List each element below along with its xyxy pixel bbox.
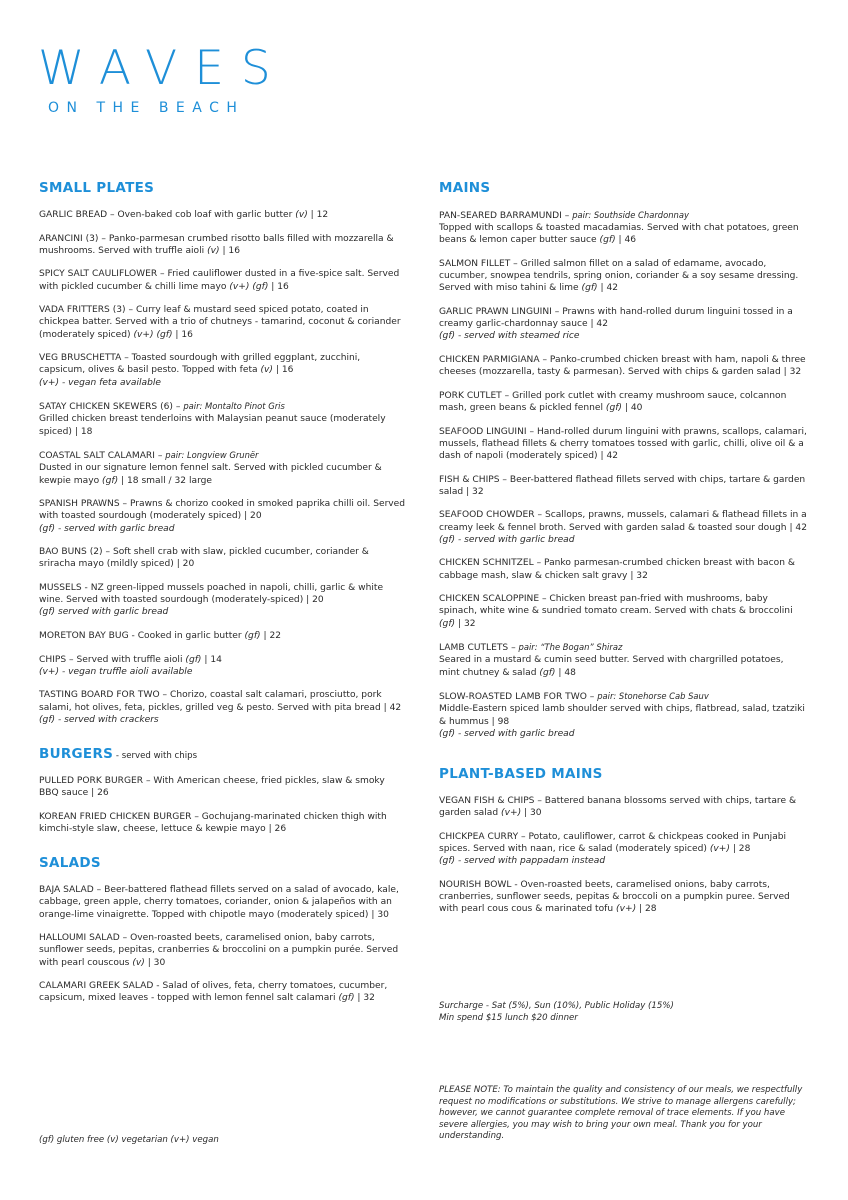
item-price: 32 xyxy=(472,486,484,497)
item-name: BAJA SALAD xyxy=(39,885,94,896)
dietary-tags: (gf) xyxy=(244,630,261,641)
menu-item: LAMB CUTLETS – pair: “The Bogan” Shiraz Seared in a mustard & cumin seed butter. Served with chargrilled potatoes, mint chutney & salad (gf) | 48 xyxy=(439,642,784,678)
brand-name: WAVES xyxy=(38,41,288,96)
item-list xyxy=(39,884,407,1004)
wine-pairing: pair: “The Bogan” Shiraz xyxy=(518,642,623,653)
item-name: PULLED PORK BURGER xyxy=(39,775,144,786)
dietary-tags: (v) xyxy=(207,245,220,256)
item-description: Panko-parmesan crumbed risotto balls filled with mozzarella & mushrooms. Served with truffle aioli xyxy=(39,233,394,256)
item-name: CHIPS xyxy=(39,654,67,665)
item-name: CHICKPEA CURRY xyxy=(439,831,519,842)
dietary-tags: (gf) xyxy=(581,283,598,294)
diet-legend: (gf) gluten free (v) vegetarian (v+) vegan xyxy=(39,1135,219,1145)
item-price: 28 xyxy=(645,904,657,915)
item-description: Chicken breast pan-fried with mushrooms, baby spinach, white wine & sundried tomato cream. Served with chats & broccolini xyxy=(439,594,793,617)
menu-item: VADA FRITTERS (3) – Curry leaf & mustard seed spiced potato, coated in chickpea batter. Served with a trio of chutneys - tamarind, coconut & coriander (moderately spiced) (v+) (gf) | 16 xyxy=(39,305,401,340)
item-list xyxy=(439,795,807,915)
dietary-tags: (gf) xyxy=(338,993,355,1004)
item-sub-note: (gf) - served with garlic bread xyxy=(439,728,575,739)
item-description: Oven-roasted beets, caramelised onion, baby carrots, sunflower seeds, pepitas, cranberries & broccolini on a pumpkin purée. Served with pearl couscous xyxy=(39,933,399,968)
item-name: SALMON FILLET xyxy=(439,259,511,269)
menu-item: BAO BUNS (2) – Soft shell crab with slaw, pickled cucumber, coriander & sriracha mayo (mildly spiced) | 20 xyxy=(39,547,369,570)
item-name: CHICKEN PARMIGIANA xyxy=(439,355,540,365)
item-list xyxy=(39,775,407,835)
dietary-tags: (gf) xyxy=(439,618,456,629)
dietary-tags: (v+) xyxy=(709,844,730,854)
menu-item: SPICY SALT CAULIFLOWER – Fried cauliflower dusted in a five-spice salt. Served with pickled cucumber & chilli lime mayo (v+) (gf) | 16 xyxy=(39,269,400,292)
menu-item: BAJA SALAD – Beer-battered flathead fillets served on a salad of avocado, kale, cabbage, green apple, cherry tomatoes, coriander, onion & jalapeños with an orange-lime vinaigrette. Topped with chipotle mayo (moderately spiced) | 30 xyxy=(39,885,399,920)
item-price: 26 xyxy=(97,788,109,799)
item-sub-note: (gf) - served with pappadam instead xyxy=(439,856,606,867)
menu-item: GARLIC BREAD – Oven-baked cob loaf with garlic butter (v) | 12 xyxy=(39,210,329,220)
menu-item: FISH & CHIPS – Beer-battered flathead fillets served with chips, tartare & garden salad | 32 xyxy=(439,474,806,497)
item-description: Soft shell crab with slaw, pickled cucumber, coriander & sriracha mayo (mildly spiced) xyxy=(39,547,369,570)
dietary-tags: (v) xyxy=(260,365,273,376)
item-name: SPICY SALT CAULIFLOWER xyxy=(39,269,158,280)
item-price: 42 xyxy=(596,319,608,330)
item-description: Grilled salmon fillet on a salad of edamame, avocado, cucumber, snowpea tendrils, spring onion, coriander & a soy sesame dressing. Served with miso tahini & lime xyxy=(439,259,799,294)
section-burgers xyxy=(39,746,407,835)
menu-item: PORK CUTLET – Grilled pork cutlet with creamy mushroom sauce, colcannon mash, green beans & pickled fennel (gf) | 40 xyxy=(439,390,787,413)
item-price: 16 xyxy=(228,245,240,256)
item-name: SPANISH PRAWNS xyxy=(39,499,120,510)
item-name: VEG BRUSCHETTA xyxy=(39,353,122,364)
item-description: Panko-crumbed chicken breast with ham, napoli & three cheeses (mozzarella, tasty & parmesan). Served with chips & garden salad xyxy=(439,355,806,378)
item-price: 48 xyxy=(564,667,576,678)
item-name: MORETON BAY BUG xyxy=(39,630,129,641)
menu-item: CHICKEN SCHNITZEL – Panko parmesan-crumbed chicken breast with bacon & cabbage mash, slaw & chicken salt gravy | 32 xyxy=(439,558,795,581)
item-description: Gochujang-marinated chicken thigh with kimchi-style slaw, cheese, lettuce & kewpie mayo xyxy=(39,811,387,834)
item-description: Grilled chicken breast tenderloins with Malaysian peanut sauce (moderately spiced) xyxy=(39,414,386,437)
item-price: 12 xyxy=(316,210,329,220)
section-note: - served with chips xyxy=(113,750,198,761)
item-sub-note: (gf) - served with crackers xyxy=(39,714,159,725)
menu-item: CHIPS – Served with truffle aioli (gf) | 14 (v+) - vegan truffle aioli available xyxy=(39,654,407,678)
dietary-tags: (v+) xyxy=(501,808,522,819)
item-description: Scallops, prawns, mussels, calamari & flathead fillets in a creamy leek & fennel broth. Served with garden salad & toasted sour dough xyxy=(439,510,807,533)
item-description: Battered banana blossoms served with chips, tartare & garden salad xyxy=(439,796,797,819)
item-price: 42 xyxy=(606,283,619,294)
menu-item: GARLIC PRAWN LINGUINI – Prawns with hand-rolled durum linguini tossed in a creamy garlic-chardonnay sauce | 42 (gf) - served with steamed rice xyxy=(439,306,807,343)
disclaimer: PLEASE NOTE: To maintain the quality and consistency of our meals, we respectfully request no modifications or substitutions. We strive to manage allergens carefully; however, we cannot guarantee complete removal of trace elements. If you have severe allergies, you may wish to bring your own meal. Thank you for your understanding. xyxy=(439,1085,803,1142)
item-name: PORK CUTLET xyxy=(439,390,502,401)
item-price: 98 xyxy=(497,716,510,727)
section-title: MAINS xyxy=(439,180,491,196)
menu-item: MORETON BAY BUG - Cooked in garlic butter (gf) | 22 xyxy=(39,630,282,641)
dietary-tags: (gf) xyxy=(539,667,556,678)
item-sub-note: (gf) served with garlic bread xyxy=(39,607,169,618)
section-title xyxy=(39,746,407,762)
item-name: VADA FRITTERS (3) xyxy=(39,305,126,316)
menu-item: SALMON FILLET – Grilled salmon fillet on a salad of edamame, avocado, cucumber, snowpea tendrils, spring onion, coriander & a soy sesame dressing. Served with miso tahini & lime (gf) | 42 xyxy=(439,259,799,294)
dietary-tags: (v) xyxy=(132,957,145,968)
menu-item: NOURISH BOWL - Oven-roasted beets, caramelised onions, baby carrots, cranberries, sunflower seeds, pepitas & broccoli on a pumpkin puree. Served with pearl cous cous & marinated tofu (v+) | 28 xyxy=(439,879,790,915)
item-description: Oven-roasted beets, caramelised onions, baby carrots, cranberries, sunflower seeds, pepitas & broccoli on a pumpkin puree. Served with pearl cous cous & marinated tofu xyxy=(439,879,790,915)
menu-item: COASTAL SALT CALAMARI – pair: Longview Grunër Dusted in our signature lemon fennel salt. Served with pickled cucumber & kewpie mayo (gf) | 18 small / 32 large xyxy=(39,450,382,486)
item-price: 18 xyxy=(80,426,93,437)
section-mains xyxy=(439,180,807,740)
menu-item: SPANISH PRAWNS – Prawns & chorizo cooked in smoked paprika chilli oil. Served with toasted sourdough (moderately spiced) | 20 (gf) - served with garlic bread xyxy=(39,499,406,534)
item-description: Prawns with hand-rolled durum linguini tossed in a creamy garlic-chardonnay sauce xyxy=(439,307,793,330)
item-description: NZ green-lipped mussels poached in napoli, chilli, garlic & white wine. Served with toasted sourdough (moderately-spiced) xyxy=(39,582,384,606)
item-name: BAO BUNS (2) xyxy=(39,547,103,558)
wine-pairing: pair: Montalto Pinot Gris xyxy=(183,401,285,412)
item-price: 16 xyxy=(281,365,294,376)
item-sub-note: (gf) - served with garlic bread xyxy=(439,534,575,545)
item-name: COASTAL SALT CALAMARI xyxy=(39,451,155,462)
section-title-text: BURGERS xyxy=(39,745,114,762)
item-price: 22 xyxy=(269,630,282,641)
dietary-tags: (gf) xyxy=(102,475,119,486)
item-description: Beer-battered flathead fillets served on a salad of avocado, kale, cabbage, green apple, cherry tomatoes, coriander, onion & jalapeños with an orange-lime vinaigrette. Topped with chipotle mayo (moderately spiced) xyxy=(39,885,399,920)
item-description: Topped with scallops & toasted macadamias. Served with chat potatoes, green beans & lemon caper butter sauce xyxy=(439,223,799,246)
menu-item: PAN-SEARED BARRAMUNDI – pair: Southside Chardonnay Topped with scallops & toasted macadamias. Served with chat potatoes, green beans & lemon caper butter sauce (gf) | 46 xyxy=(439,210,799,246)
item-description: Middle-Eastern spiced lamb shoulder served with chips, flatbread, salad, tzatziki & hummus xyxy=(439,704,805,727)
dietary-tags: (v+) xyxy=(616,904,637,915)
dietary-tags: (v+) (gf) xyxy=(133,329,173,340)
item-name: VEGAN FISH & CHIPS xyxy=(439,796,535,806)
section-salads xyxy=(39,855,407,1004)
item-description: Prawns & chorizo cooked in smoked paprika chilli oil. Served with toasted sourdough (moderately spiced) xyxy=(39,499,406,522)
wine-pairing: pair: Longview Grunër xyxy=(165,450,259,461)
item-list xyxy=(439,209,807,740)
item-description: Seared in a mustard & cumin seed butter. Served with chargrilled potatoes, mint chutney & salad xyxy=(439,655,784,678)
item-sub-note: (v+) - vegan feta available xyxy=(39,377,162,388)
item-description: Hand-rolled durum linguini with prawns, scallops, calamari, mussels, flathead fillets & cherry tomatoes tossed with garlic, chilli, olive oil & a dash of napoli (moderately spiced) xyxy=(439,426,807,461)
left-column xyxy=(39,180,407,1025)
item-name: TASTING BOARD FOR TWO xyxy=(39,690,160,701)
item-name: SLOW-ROASTED LAMB FOR TWO xyxy=(439,692,587,703)
item-name: SATAY CHICKEN SKEWERS (6) xyxy=(39,402,173,413)
item-description: Grilled pork cutlet with creamy mushroom sauce, colcannon mash, green beans & pickled fennel xyxy=(439,390,787,413)
item-name: KOREAN FRIED CHICKEN BURGER xyxy=(39,811,192,822)
surcharge-note xyxy=(439,1001,674,1024)
item-price: 18 small / 32 large xyxy=(126,475,213,486)
item-price: 20 xyxy=(312,595,324,606)
menu-item: SLOW-ROASTED LAMB FOR TWO – pair: Stonehorse Cab Sauv Middle-Eastern spiced lamb shoulder served with chips, flatbread, salad, tzatziki & hummus | 98 (gf) - served with garlic bread xyxy=(439,690,807,740)
item-description: Served with truffle aioli xyxy=(76,654,183,665)
logo xyxy=(38,42,288,116)
item-name: FISH & CHIPS xyxy=(439,474,500,485)
item-description: Panko parmesan-crumbed chicken breast with bacon & cabbage mash, slaw & chicken salt gravy xyxy=(439,558,795,581)
item-price: 30 xyxy=(530,808,542,819)
surcharge-line: Surcharge - Sat (5%), Sun (10%), Public Holiday (15%) xyxy=(439,1001,674,1011)
section-plant-based-mains xyxy=(439,766,807,915)
item-description: Fried cauliflower dusted in a five-spice salt. Served with pickled cucumber & chilli lime mayo xyxy=(39,269,400,292)
dietary-tags: (gf) xyxy=(605,403,622,413)
item-name: GARLIC PRAWN LINGUINI xyxy=(439,307,552,317)
section-title: SALADS xyxy=(39,855,101,872)
dietary-tags: (gf) xyxy=(185,654,202,665)
item-price: 32 xyxy=(789,367,802,378)
item-name: SEAFOOD CHOWDER xyxy=(439,510,535,521)
item-name: SEAFOOD LINGUINI xyxy=(439,426,527,437)
min-spend-line: Min spend $15 lunch $20 dinner xyxy=(439,1012,578,1023)
item-price: 30 xyxy=(377,909,389,920)
item-price: 32 xyxy=(363,993,375,1004)
item-description: Chorizo, coastal salt calamari, prosciutto, pork salami, hot olives, feta, pickles, grilled veg & pesto. Served with pita bread xyxy=(39,690,382,713)
menu-item: TASTING BOARD FOR TWO – Chorizo, coastal salt calamari, prosciutto, pork salami, hot olives, feta, pickles, grilled veg & pesto. Served with pita bread | 42 (gf) - served with crackers xyxy=(39,689,407,726)
item-name: ARANCINI (3) xyxy=(39,233,99,244)
item-price: 16 xyxy=(181,329,193,340)
item-price: 42 xyxy=(606,451,619,461)
wine-pairing: pair: Stonehorse Cab Sauv xyxy=(597,691,709,702)
item-price: 42 xyxy=(795,522,807,533)
item-price: 20 xyxy=(182,559,195,570)
item-name: LAMB CUTLETS xyxy=(439,643,509,654)
item-name: CALAMARI GREEK SALAD xyxy=(39,981,154,992)
item-price: 32 xyxy=(636,570,648,581)
item-description: Toasted sourdough with grilled eggplant, zucchini, capsicum, olives & basil pesto. Topped with feta xyxy=(39,353,361,376)
menu-item: MUSSELS - NZ green-lipped mussels poached in napoli, chilli, garlic & white wine. Served with toasted sourdough (moderately-spiced) | 20 (gf) served with garlic bread xyxy=(39,582,407,619)
item-description: With American cheese, fried pickles, slaw & smoky BBQ sauce xyxy=(39,775,385,799)
menu-item: ARANCINI (3) – Panko-parmesan crumbed risotto balls filled with mozzarella & mushrooms. Served with truffle aioli (v) | 16 xyxy=(39,233,394,256)
item-description: Curry leaf & mustard seed spiced potato, coated in chickpea batter. Served with a trio of chutneys - tamarind, coconut & coriander (moderately spiced) xyxy=(39,305,401,340)
section-title: PLANT-BASED MAINS xyxy=(439,766,603,782)
item-name: NOURISH BOWL xyxy=(439,879,512,890)
item-price: 42 xyxy=(389,702,402,713)
item-price: 30 xyxy=(153,957,166,968)
item-price: 26 xyxy=(274,823,287,834)
menu-item: KOREAN FRIED CHICKEN BURGER – Gochujang-marinated chicken thigh with kimchi-style slaw, cheese, lettuce & kewpie mayo | 26 xyxy=(39,811,387,834)
item-name: HALLOUMI SALAD xyxy=(39,933,120,944)
item-list xyxy=(39,209,407,726)
item-name: GARLIC BREAD xyxy=(39,210,108,220)
item-description: Beer-battered flathead fillets served with chips, tartare & garden salad xyxy=(439,474,806,497)
menu-item: SEAFOOD CHOWDER – Scallops, prawns, mussels, calamari & flathead fillets in a creamy leek & fennel broth. Served with garden salad & toasted sour dough | 42 (gf) - served with garlic bread xyxy=(439,510,807,545)
item-price: 14 xyxy=(210,654,222,665)
item-description: Potato, cauliflower, carrot & chickpeas cooked in Punjabi spices. Served with naan, rice & salad (moderately spiced) xyxy=(439,831,787,854)
item-name: MUSSELS xyxy=(39,582,82,593)
item-price: 40 xyxy=(630,403,643,413)
section-title: SMALL PLATES xyxy=(39,180,155,196)
menu-item: VEGAN FISH & CHIPS – Battered banana blossoms served with chips, tartare & garden salad (v+) | 30 xyxy=(439,796,797,819)
dietary-tags: (gf) xyxy=(599,235,616,246)
menu-item: HALLOUMI SALAD – Oven-roasted beets, caramelised onion, baby carrots, sunflower seeds, pepitas, cranberries & broccolini on a pumpkin purée. Served with pearl couscous (v) | 30 xyxy=(39,933,399,968)
item-description: Oven-baked cob loaf with garlic butter xyxy=(117,210,293,220)
item-price: 20 xyxy=(250,511,262,522)
item-sub-note: (gf) - served with garlic bread xyxy=(39,523,175,534)
menu-item: PULLED PORK BURGER – With American cheese, fried pickles, slaw & smoky BBQ sauce | 26 xyxy=(39,775,385,799)
menu-item: SEAFOOD LINGUINI – Hand-rolled durum linguini with prawns, scallops, calamari, mussels, flathead fillets & cherry tomatoes tossed with garlic, chilli, olive oil & a dash of napoli (moderately spiced) | 42 xyxy=(439,426,807,461)
item-description: Dusted in our signature lemon fennel salt. Served with pickled cucumber & kewpie mayo xyxy=(39,463,382,486)
right-column xyxy=(439,180,807,935)
item-name: PAN-SEARED BARRAMUNDI xyxy=(439,211,562,221)
wine-pairing: pair: Southside Chardonnay xyxy=(572,210,689,220)
menu-item: CHICKEN SCALOPPINE – Chicken breast pan-fried with mushrooms, baby spinach, white wine & sundried tomato cream. Served with chats & broccolini (gf) | 32 xyxy=(439,594,793,629)
menu-item: SATAY CHICKEN SKEWERS (6) – pair: Montalto Pinot Gris Grilled chicken breast tenderloins with Malaysian peanut sauce (moderately spiced) | 18 xyxy=(39,401,386,437)
menu-item: CHICKEN PARMIGIANA – Panko-crumbed chicken breast with ham, napoli & three cheeses (mozzarella, tasty & parmesan). Served with chips & garden salad | 32 xyxy=(439,355,806,378)
dietary-tags: (v+) (gf) xyxy=(229,281,269,292)
menu-item: CHICKPEA CURRY – Potato, cauliflower, carrot & chickpeas cooked in Punjabi spices. Served with naan, rice & salad (moderately spiced) (v+) | 28 (gf) - served with pappadam instead xyxy=(439,831,807,868)
item-price: 28 xyxy=(738,844,751,854)
menu-item: VEG BRUSCHETTA – Toasted sourdough with grilled eggplant, zucchini, capsicum, olives & basil pesto. Topped with feta (v) | 16 (v+) - vegan feta available xyxy=(39,352,407,389)
item-price: 16 xyxy=(277,281,289,292)
item-sub-note: (v+) - vegan truffle aioli available xyxy=(39,666,193,677)
item-price: 46 xyxy=(624,235,637,246)
item-description: Salad of olives, feta, cherry tomatoes, cucumber, capsicum, mixed leaves - topped with lemon fennel salt calamari xyxy=(39,981,388,1004)
menu-item: CALAMARI GREEK SALAD - Salad of olives, feta, cherry tomatoes, cucumber, capsicum, mixed leaves - topped with lemon fennel salt calamari (gf) | 32 xyxy=(39,981,388,1004)
brand-tagline: ON THE BEACH xyxy=(48,100,245,116)
item-name: CHICKEN SCHNITZEL xyxy=(439,558,534,569)
section-small-plates xyxy=(39,180,407,726)
item-description: Cooked in garlic butter xyxy=(137,630,242,641)
item-price: 32 xyxy=(463,618,476,629)
dietary-tags: (v) xyxy=(295,210,308,220)
item-name: CHICKEN SCALOPPINE xyxy=(439,594,540,605)
item-sub-note: (gf) - served with steamed rice xyxy=(439,331,580,342)
